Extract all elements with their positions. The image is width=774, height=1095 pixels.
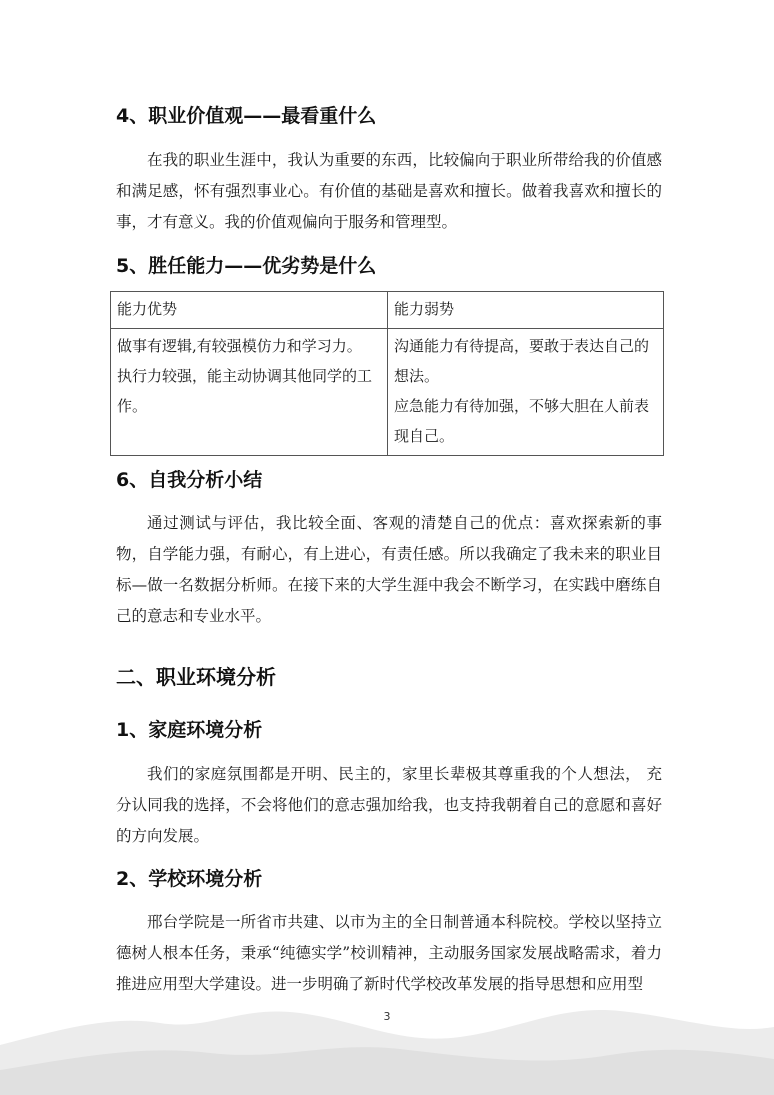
- table-row: [111, 329, 664, 456]
- school-paragraph: 邢台学院是一所省市共建、以市为主的全日制普通本科院校。学校以坚持立德树人根本任务，秉承“纯德实学”校训精神，主动服务国家发展战略需求，着力推进应用型大学建设。进一步明确了新时代学校改革发展的指导思想和应用型: [116, 913, 662, 993]
- family-paragraph: 我们的家庭氛围都是开明、民主的，家里长辈极其尊重我的个人想法， 充分认同我的选择，不会将他们的意志强加给我，也支持我朝着自己的意愿和喜好的方向发展。: [116, 765, 662, 845]
- section-5-heading: 5、胜任能力——优劣势是什么: [116, 255, 377, 277]
- section-4-paragraph: 在我的职业生涯中，我认为重要的东西，比较偏向于职业所带给我的价值感和满足感，怀有强烈事业心。有价值的基础是喜欢和擅长。做着我喜欢和擅长的事，才有意义。我的价值观偏向于服务和管理型。: [116, 151, 662, 231]
- part-2-heading: 二、职业环境分析: [116, 665, 276, 689]
- strength-cell: [111, 329, 388, 456]
- page-number: 3: [383, 1010, 391, 1023]
- family-heading: 1、家庭环境分析: [116, 719, 263, 741]
- school-heading: 2、学校环境分析: [116, 868, 263, 890]
- ability-table: [110, 291, 664, 456]
- weakness-item: 应急能力有待加强，不够大胆在人前表现自己。: [394, 397, 650, 445]
- weakness-item: 沟通能力有待提高，要敢于表达自己的想法。: [394, 337, 650, 385]
- landscape-watermark: [0, 975, 774, 1095]
- header-strength: 能力优势: [111, 292, 388, 329]
- strength-item: 做事有逻辑,有较强模仿力和学习力。: [117, 337, 362, 355]
- section-4-heading: 4、职业价值观——最看重什么: [116, 105, 377, 127]
- weakness-cell: [388, 329, 664, 456]
- section-6-paragraph: 通过测试与评估，我比较全面、客观的清楚自己的优点：喜欢探索新的事物，自学能力强，有耐心，有上进心，有责任感。所以我确定了我未来的职业目标—做一名数据分析师。在接下来的大学生涯中我会不断学习，在实践中磨练自己的意志和专业水平。: [116, 514, 662, 625]
- header-weakness: 能力弱势: [388, 292, 664, 329]
- strength-item: 执行力较强，能主动协调其他同学的工作。: [117, 367, 373, 415]
- table-header-row: [111, 292, 664, 329]
- section-6-heading: 6、自我分析小结: [116, 469, 263, 491]
